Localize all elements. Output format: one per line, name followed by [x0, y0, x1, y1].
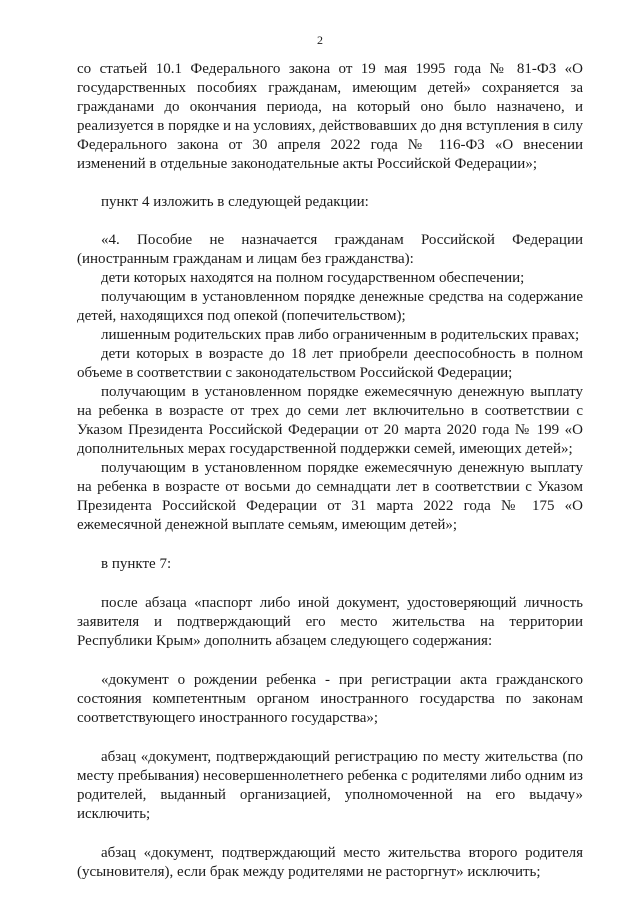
paragraph-item: лишенным родительских прав либо ограниченным в родительских правах;: [101, 327, 580, 343]
paragraph-item: получающим в установленном порядке ежемесячную денежную выплату на ребенка в возрасте от восьми до семнадцати лет в соответствии с Указом Президента Российской Федерации от 31 марта 2022 года № 175 «О ежемесячной денежной выплате семьям, имеющим детей»;: [77, 460, 583, 533]
paragraph-item: дети которых находятся на полном государственном обеспечении;: [101, 270, 525, 286]
document-body: [77, 60, 583, 882]
paragraph-point-7-heading: в пункте 7:: [101, 556, 172, 572]
paragraph-amendment: «документ о рождении ребенка - при регистрации акта гражданского состояния компетентным органом иностранного государства по законам соответствующего иностранного государства»;: [77, 672, 583, 726]
paragraph-amendment: абзац «документ, подтверждающий регистрацию по месту жительства (по месту пребывания) несовершеннолетнего ребенка с родителями либо одним из родителей, выданный организацией, уполномоченной на его выдачу» исключить;: [77, 749, 583, 822]
page-number: 2: [317, 33, 323, 47]
paragraph-amendment: абзац «документ, подтверждающий место жительства второго родителя (усыновителя), если брак между родителями не расторгнут» исключить;: [77, 845, 583, 880]
paragraph-continuation: со статьей 10.1 Федерального закона от 19 мая 1995 года № 81-ФЗ «О государственных пособиях гражданам, имеющим детей» сохраняется за гражданами до окончания периода, на который оно было назначено, и реализуется в порядке и на условиях, действовавших до дня вступления в силу Федерального закона от 30 апреля 2022 года № 116-ФЗ «О внесении изменений в отдельные законодательные акты Российской Федерации»;: [77, 61, 583, 172]
paragraph-point-4-heading: пункт 4 изложить в следующей редакции:: [101, 194, 369, 210]
paragraph-item: получающим в установленном порядке денежные средства на содержание детей, находящихся под опекой (попечительством);: [77, 289, 583, 324]
paragraph-item: дети которых в возрасте до 18 лет приобрели дееспособность в полном объеме в соответствии с законодательством Российской Федерации;: [77, 346, 583, 381]
paragraph-point-4-text: «4. Пособие не назначается гражданам Российской Федерации (иностранным гражданам и лицам без гражданства):: [77, 232, 583, 267]
paragraph-item: получающим в установленном порядке ежемесячную денежную выплату на ребенка в возрасте от трех до семи лет включительно в соответствии с Указом Президента Российской Федерации от 20 марта 2020 года № 199 «О дополнительных мерах государственной поддержки семей, имеющих детей»;: [77, 384, 583, 457]
paragraph-amendment: после абзаца «паспорт либо иной документ, удостоверяющий личность заявителя и подтверждающий его место жительства на территории Республики Крым» дополнить абзацем следующего содержания:: [77, 595, 583, 649]
